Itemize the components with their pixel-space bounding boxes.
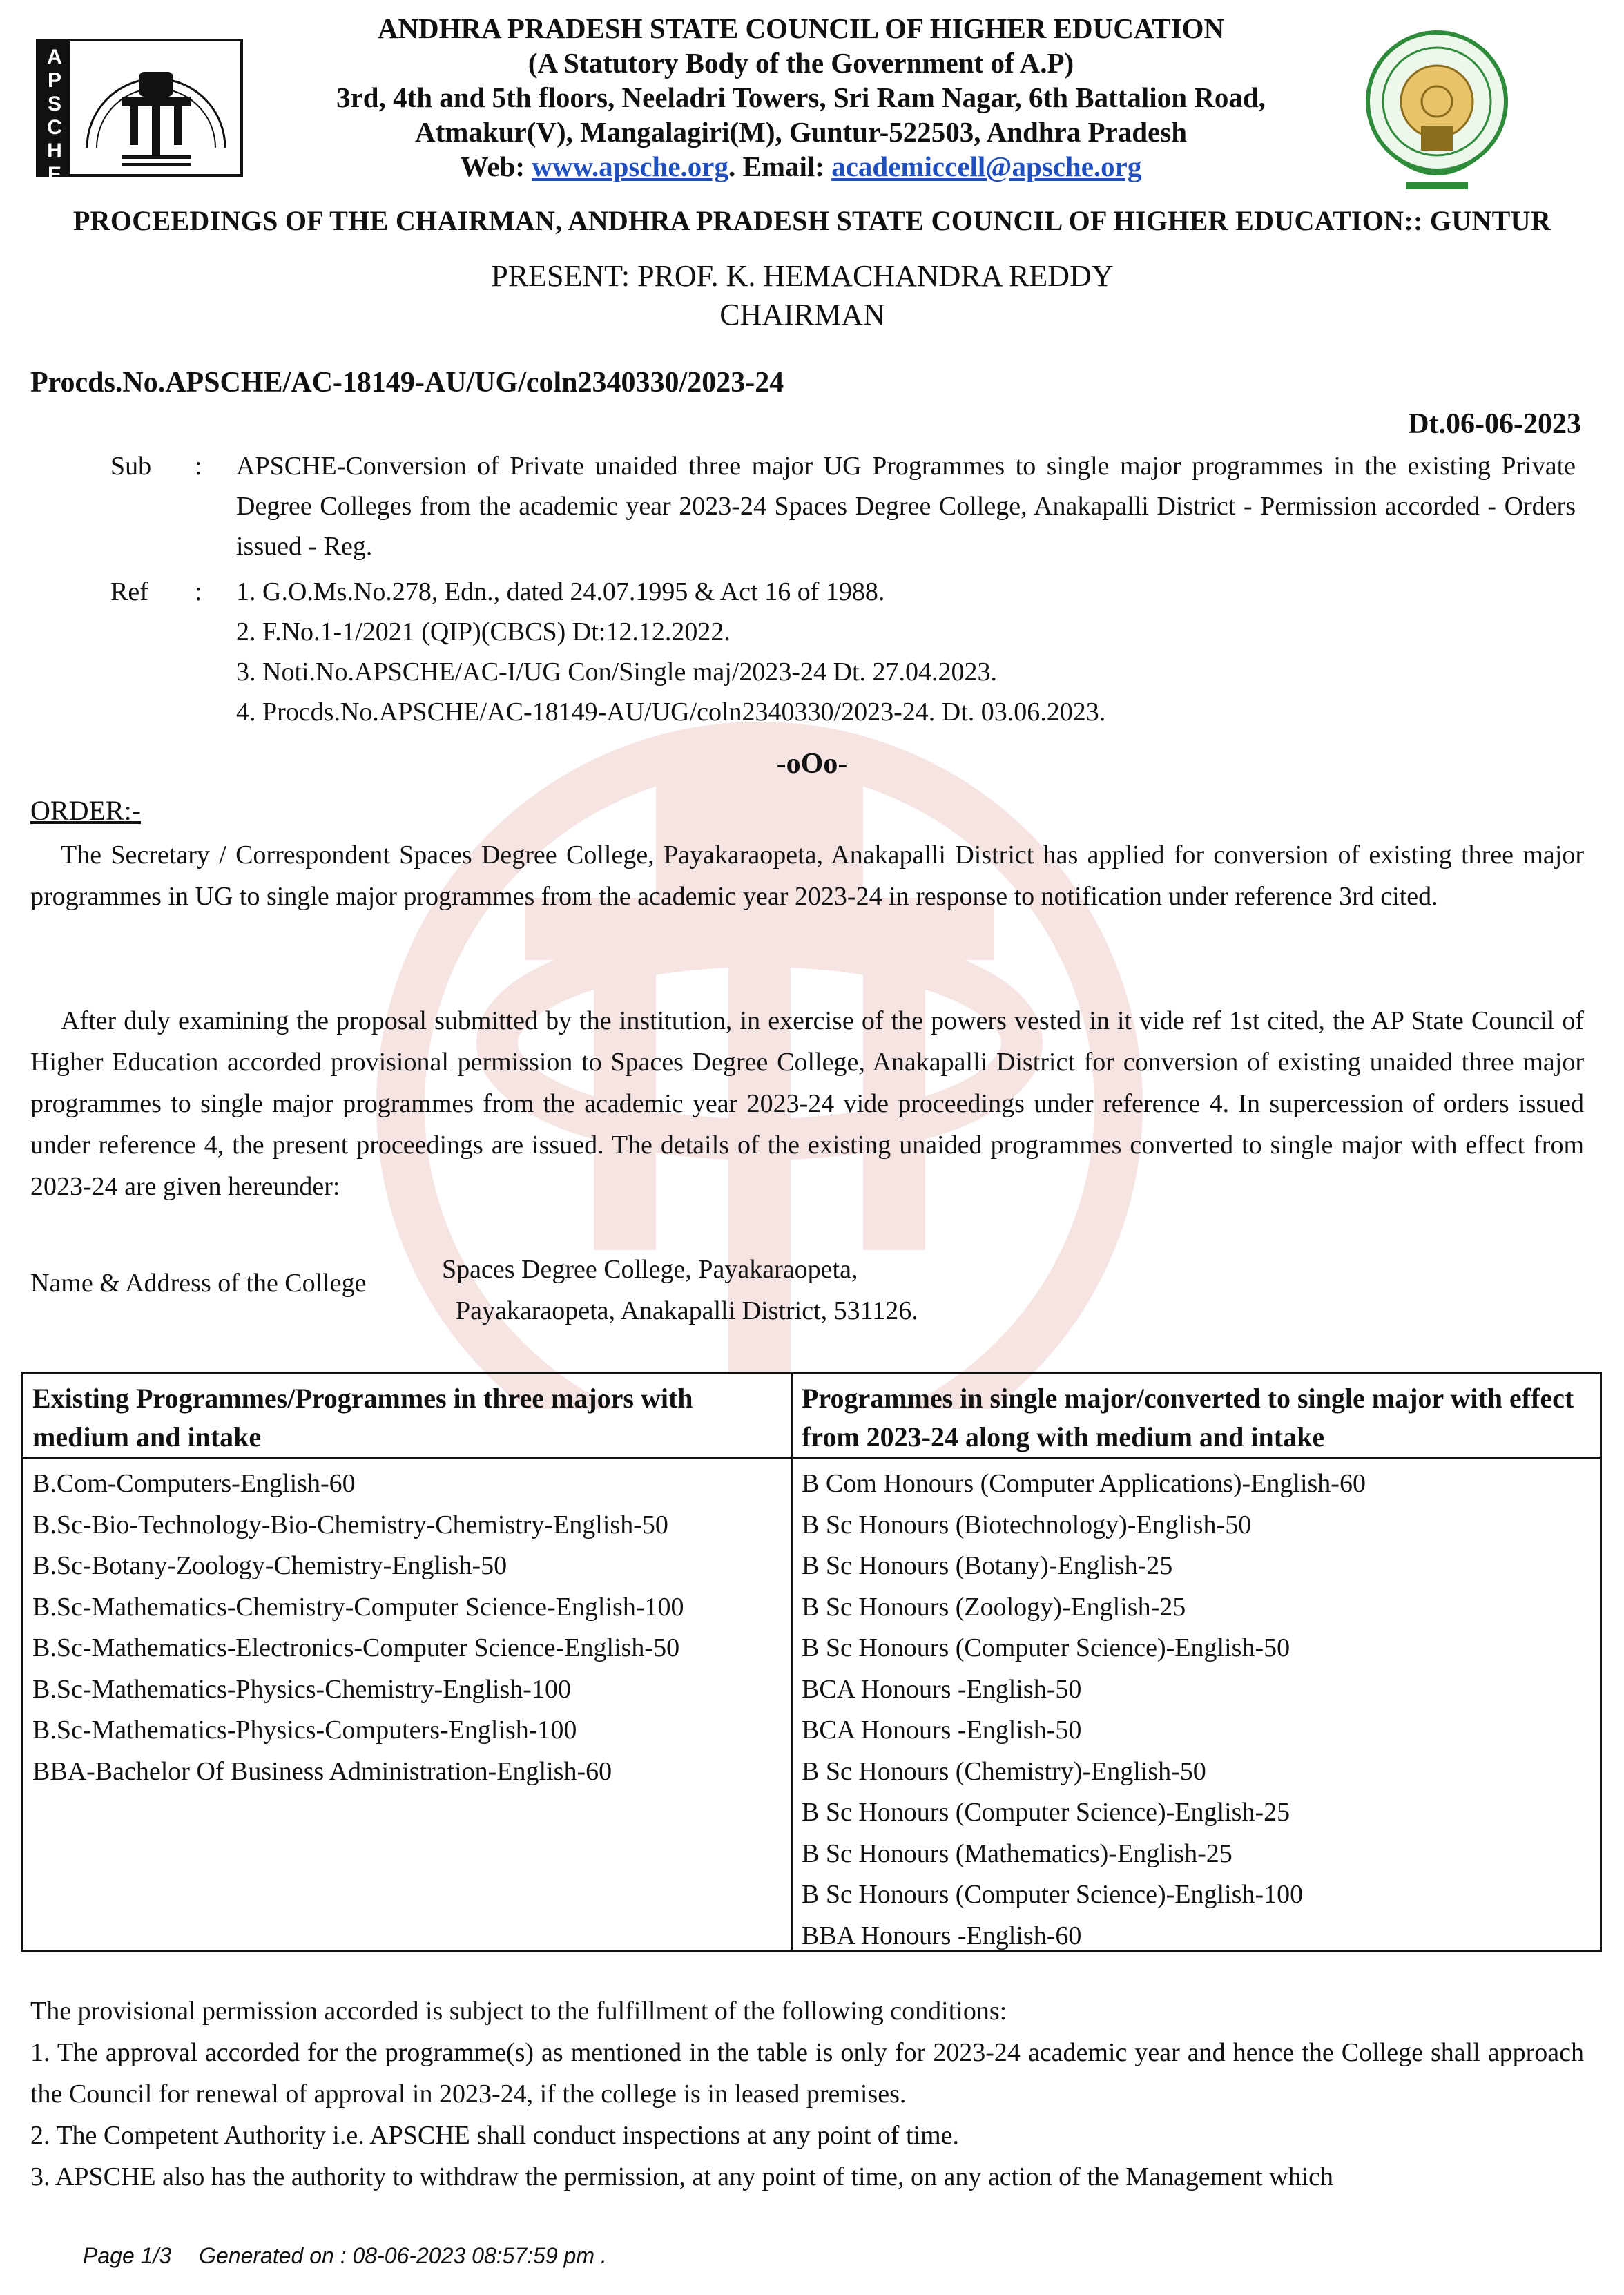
table-cell: BCA Honours -English-50 [802, 1674, 1082, 1704]
table-cell: B.Sc-Botany-Zoology-Chemistry-English-50 [32, 1551, 508, 1580]
address-line-1: 3rd, 4th and 5th floors, Neeladri Towers, Sri Ram Nagar, 6th Battalion Road, [336, 81, 1266, 113]
page-number: Page 1/3 [83, 2243, 172, 2268]
table-cell: B.Sc-Mathematics-Chemistry-Computer Science-English-100 [32, 1592, 684, 1622]
order-heading: ORDER:- [30, 795, 141, 826]
table-cell: BBA-Bachelor Of Business Administration-English-60 [32, 1756, 612, 1786]
proceedings-date: Dt.06-06-2023 [1408, 408, 1581, 440]
reference-item: 3. Noti.No.APSCHE/AC-I/UG Con/Single maj/2023-24 Dt. 27.04.2023. [236, 657, 998, 686]
apsche-emblem-icon [73, 44, 239, 175]
subject-label: Sub [110, 452, 152, 481]
apsche-logo-letters: A P S C H E [39, 41, 70, 174]
proceedings-number: Procds.No.APSCHE/AC-18149-AU/UG/coln2340330/2023-24 [30, 367, 784, 398]
generated-timestamp: Generated on : 08-06-2023 08:57:59 pm . [199, 2243, 607, 2268]
page-footer [83, 2243, 607, 2269]
proceedings-title: PROCEEDINGS OF THE CHAIRMAN, ANDHRA PRADESH STATE COUNCIL OF HIGHER EDUCATION:: GUNTUR [72, 205, 1552, 236]
table-cell: B Sc Honours (Biotechnology)-English-50 [802, 1510, 1252, 1539]
section-separator: -oOo- [776, 748, 848, 780]
table-cell: BCA Honours -English-50 [802, 1716, 1082, 1745]
org-subtitle: (A Statutory Body of the Government of A.P) [528, 47, 1074, 79]
table-cell: B Sc Honours (Chemistry)-English-50 [802, 1756, 1206, 1786]
table-cell: B.Sc-Mathematics-Physics-Chemistry-English-100 [32, 1674, 571, 1704]
subject-text: APSCHE-Conversion of Private unaided three major UG Programmes to single major programmes in the existing Private Degree Colleges from the academic year 2023-24 Spaces Degree College, Anakapalli District - Permission accorded - Orders issued - Reg. [236, 452, 1576, 561]
contact-line [262, 149, 1340, 184]
table-cell: B Sc Honours (Computer Science)-English-50 [802, 1633, 1290, 1662]
present-line: PRESENT: PROF. K. HEMACHANDRA REDDY [491, 259, 1114, 293]
reference-item: 1. G.O.Ms.No.278, Edn., dated 24.07.1995 & Act 16 of 1988. [236, 577, 885, 606]
table-cell: B Sc Honours (Mathematics)-English-25 [802, 1838, 1232, 1868]
programmes-table [21, 1372, 1602, 1952]
table-cell: B.Sc-Mathematics-Electronics-Computer Science-English-50 [32, 1633, 680, 1662]
address-line-2: Atmakur(V), Mangalagiri(M), Guntur-522503, Andhra Pradesh [415, 116, 1187, 148]
web-link[interactable]: www.apsche.org [532, 151, 728, 182]
present-block [0, 257, 1605, 334]
conditions-block [30, 1990, 1584, 2198]
web-label: Web: [460, 151, 525, 182]
table-cell: B Sc Honours (Botany)-English-25 [802, 1551, 1173, 1580]
order-paragraph-1: The Secretary / Correspondent Spaces Degree College, Payakaraopeta, Anakapalli District has applied for conversion of existing three major programmes in UG to single major programmes from the academic year 2023-24 in response to notification under reference 3rd cited. [30, 841, 1584, 911]
table-cell: BBA Honours -English-60 [802, 1921, 1082, 1950]
conditions-intro: The provisional permission accorded is subject to the fulfillment of the following conditions: [30, 1997, 1007, 2026]
converted-programmes-column [802, 1463, 1596, 1957]
table-cell: B Sc Honours (Computer Science)-English-25 [802, 1798, 1290, 1827]
chairman-line: CHAIRMAN [719, 298, 885, 332]
email-link[interactable]: academiccell@apsche.org [831, 151, 1142, 182]
condition-item: 1. The approval accorded for the programme(s) as mentioned in the table is only for 2023-24 academic year and hence the College shall approach the Council for renewal of approval in 2023-24, if the college is in leased premises. [30, 2038, 1584, 2109]
condition-item: 3. APSCHE also has the authority to withdraw the permission, at any point of time, on any action of the Management which [30, 2162, 1333, 2191]
table-cell: B.Sc-Mathematics-Physics-Computers-English-100 [32, 1716, 577, 1745]
table-header-converted: Programmes in single major/converted to single major with effect from 2023-24 along with medium and intake [802, 1383, 1574, 1452]
table-cell: B Sc Honours (Zoology)-English-25 [802, 1592, 1186, 1622]
table-cell: B Com Honours (Computer Applications)-English-60 [802, 1469, 1366, 1498]
college-address [442, 1249, 918, 1332]
table-header-divider [23, 1457, 1600, 1459]
subject-colon: : [195, 452, 202, 481]
letterhead [262, 11, 1340, 184]
reference-colon: : [195, 577, 202, 606]
email-label: . Email: [728, 151, 824, 182]
reference-item: 2. F.No.1-1/2021 (QIP)(CBCS) Dt:12.12.2022. [236, 617, 731, 646]
existing-programmes-column [32, 1463, 785, 1792]
org-name: ANDHRA PRADESH STATE COUNCIL OF HIGHER EDUCATION [377, 12, 1225, 44]
college-address-line-2: Payakaraopeta, Anakapalli District, 531126. [456, 1296, 918, 1325]
table-header-existing: Existing Programmes/Programmes in three majors with medium and intake [32, 1383, 693, 1452]
table-cell: B.Com-Computers-English-60 [32, 1469, 356, 1498]
college-address-line-1: Spaces Degree College, Payakaraopeta, [442, 1255, 858, 1284]
table-cell: B Sc Honours (Computer Science)-English-100 [802, 1880, 1304, 1909]
apsche-logo [36, 39, 243, 186]
andhra-pradesh-emblem [1357, 29, 1516, 203]
table-cell: B.Sc-Bio-Technology-Bio-Chemistry-Chemistry-English-50 [32, 1510, 668, 1539]
reference-label: Ref [110, 577, 148, 606]
reference-item: 4. Procds.No.APSCHE/AC-18149-AU/UG/coln2340330/2023-24. Dt. 03.06.2023. [236, 698, 1106, 727]
college-label: Name & Address of the College [30, 1269, 367, 1298]
reference-list [236, 572, 1576, 732]
table-column-divider [791, 1374, 793, 1950]
condition-item: 2. The Competent Authority i.e. APSCHE shall conduct inspections at any point of time. [30, 2121, 959, 2150]
order-paragraph-2: After duly examining the proposal submitted by the institution, in exercise of the powers vested in it vide ref 1st cited, the AP State Council of Higher Education accorded provisional permission to Spaces Degree College, Anakapalli District for conversion of existing unaided three major programmes to single major programmes from the academic year 2023-24 vide proceedings under reference 4. In supercession of orders issued under reference 4, the present proceedings are issued. The details of the existing unaided programmes converted to single major with effect from 2023-24 are given hereunder: [30, 1006, 1584, 1201]
